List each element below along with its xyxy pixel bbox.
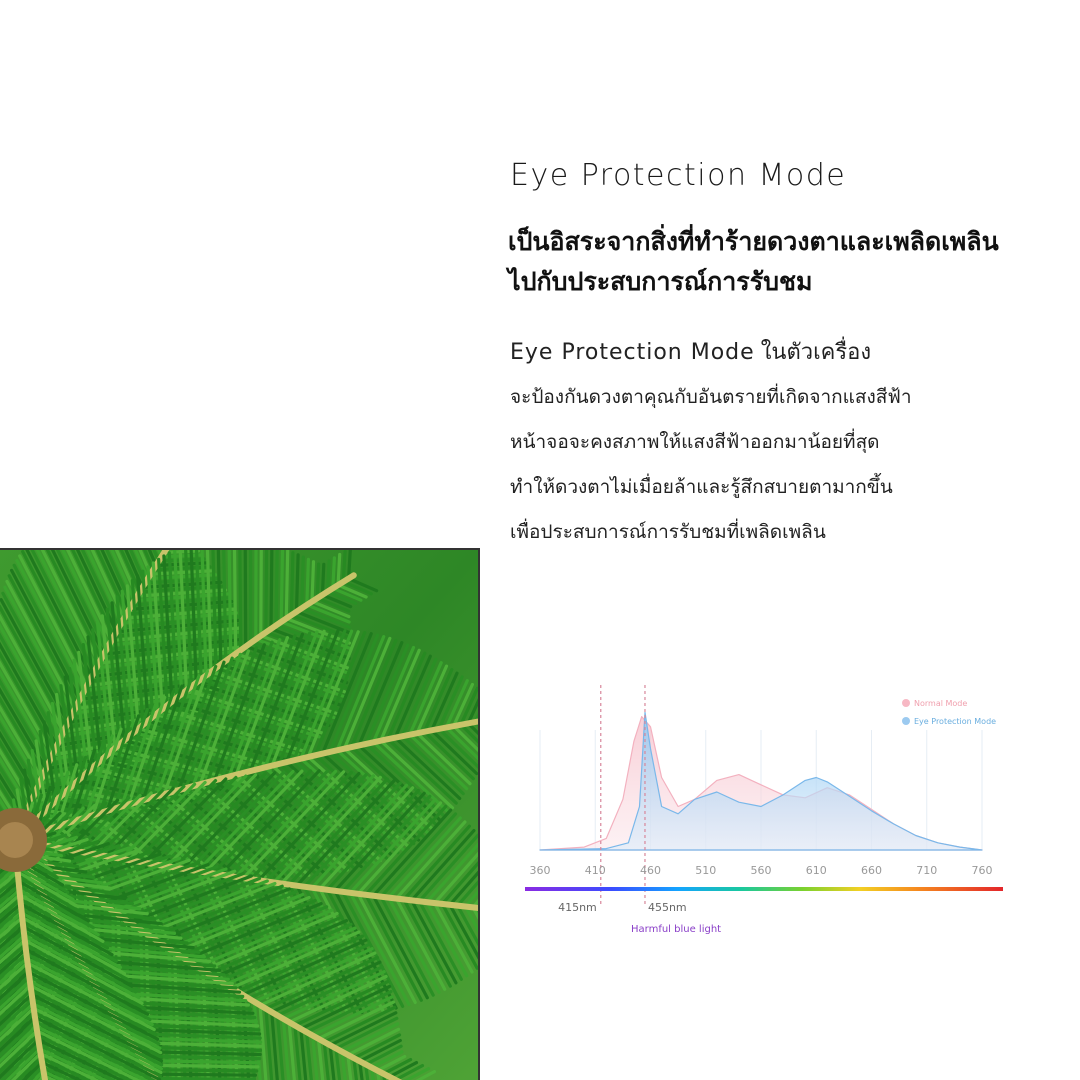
x-tick-label: 360	[529, 864, 551, 877]
body-line: หน้าจอจะคงสภาพให้แสงสีฟ้าออกมาน้อยที่สุด	[510, 431, 880, 453]
x-tick-label: 460	[640, 864, 661, 877]
x-tick-label: 760	[971, 864, 993, 877]
legend-label: Eye Protection Mode	[914, 717, 997, 726]
headline-line-1: เป็นอิสระจากสิ่งที่ทำร้ายดวงตาและเพลิดเพลิน	[508, 227, 999, 256]
legend-label: Normal Mode	[914, 699, 968, 708]
x-tick-label: 410	[584, 864, 606, 877]
spectrum-bar	[525, 887, 1003, 891]
body-line: ทำให้ดวงตาไม่เมื่อยล้าและรู้สึกสบายตามากขึ้น	[510, 476, 893, 498]
marker-label: 455nm	[647, 901, 687, 914]
palm-fronds-illustration	[0, 550, 480, 1080]
body-text	[510, 382, 912, 562]
spectrum-chart-svg	[520, 680, 1010, 940]
marker-label: 415nm	[558, 901, 597, 914]
body-line: จะป้องกันดวงตาคุณกับอันตรายที่เกิดจากแสงสีฟ้า	[510, 386, 912, 408]
body-line: เพื่อประสบการณ์การรับชมที่เพลิดเพลิน	[510, 521, 826, 543]
annotation-label: Harmful blue light	[631, 924, 722, 935]
x-tick-label: 660	[861, 864, 882, 877]
headline	[508, 222, 1068, 302]
legend-swatch	[902, 717, 910, 725]
x-tick-label: 560	[750, 864, 772, 877]
x-tick-label: 610	[805, 864, 827, 877]
legend-swatch	[902, 699, 910, 707]
legend	[902, 699, 996, 726]
spectrum-chart	[520, 680, 1010, 940]
body-lead-rest: ในตัวเครื่อง	[760, 340, 872, 365]
body-lead-brand: Eye Protection Mode	[510, 340, 755, 365]
x-tick-label: 710	[916, 864, 938, 877]
body-lead	[510, 338, 871, 368]
headline-line-2: ไปกับประสบการณ์การรับชม	[508, 267, 813, 296]
x-tick-label: 510	[695, 864, 717, 877]
palm-fronds-image	[0, 548, 480, 1080]
page-title: Eye Protection Mode	[510, 158, 847, 193]
x-axis-ticks	[530, 864, 993, 877]
